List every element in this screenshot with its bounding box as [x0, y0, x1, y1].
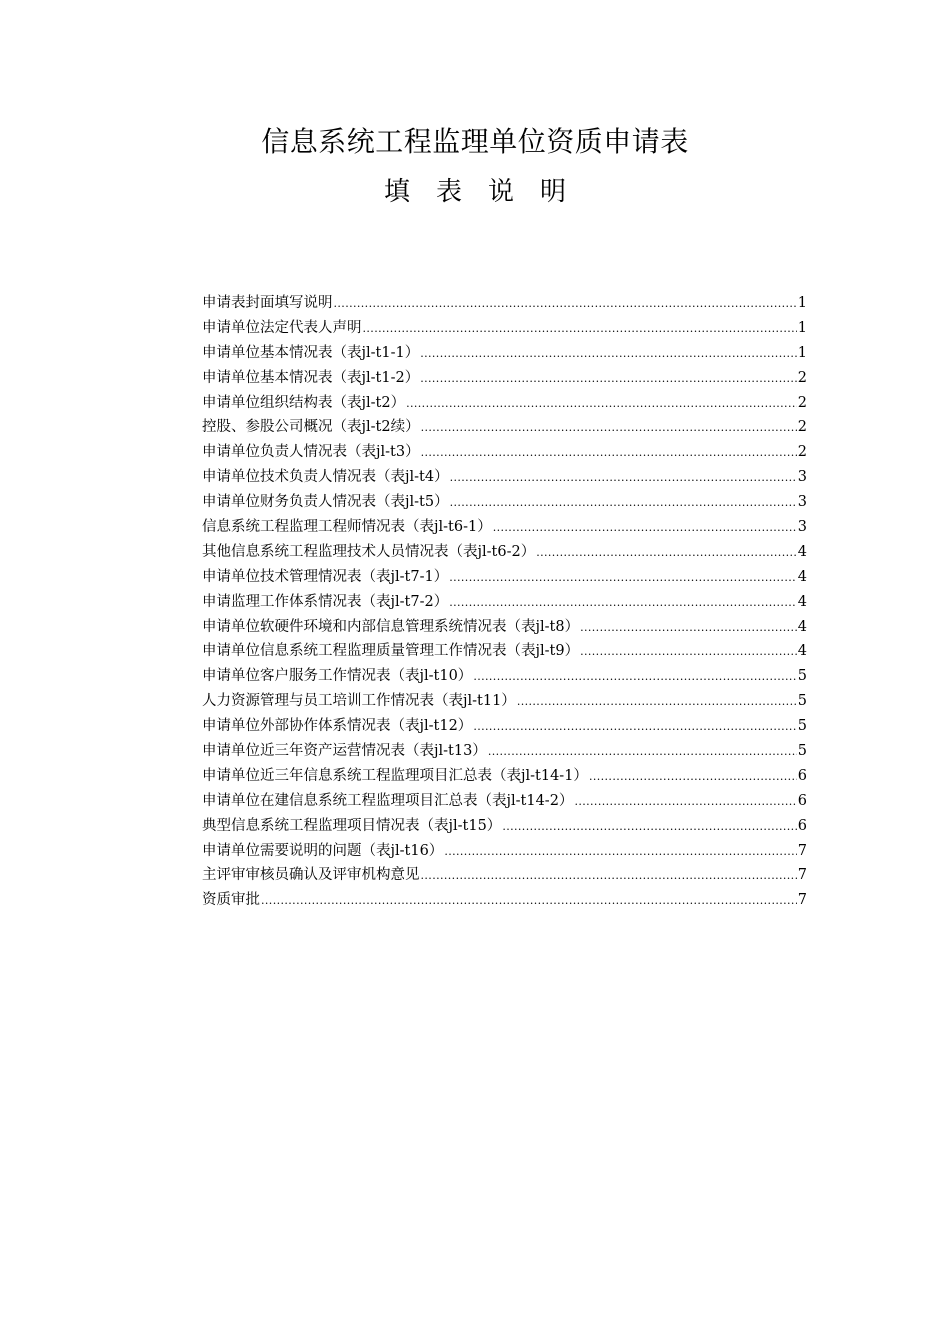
toc-entry[interactable] — [202, 764, 807, 789]
toc-entry[interactable] — [202, 739, 807, 764]
toc-entry-page-number: 2 — [797, 444, 807, 461]
toc-entry-label: 主评审审核员确认及评审机构意见 — [202, 867, 420, 884]
toc-entry-label: 典型信息系统工程监理项目情况表（表jl-t15） — [202, 817, 502, 834]
toc-entry[interactable] — [202, 789, 807, 814]
toc-dot-leader — [450, 466, 797, 491]
toc-entry[interactable] — [202, 664, 807, 689]
toc-entry-page-number: 4 — [797, 568, 807, 585]
toc-entry[interactable] — [202, 316, 807, 341]
toc-dot-leader — [449, 566, 797, 591]
toc-dot-leader — [420, 342, 797, 367]
toc-dot-leader — [473, 665, 796, 690]
toc-dot-leader — [334, 292, 797, 317]
toc-entry[interactable] — [202, 515, 807, 540]
toc-entry-page-number: 1 — [797, 319, 807, 336]
toc-entry-label: 申请单位组织结构表（表jl-t2） — [202, 394, 406, 411]
toc-entry[interactable] — [202, 440, 807, 465]
table-of-contents — [202, 291, 807, 913]
toc-dot-leader — [502, 815, 796, 840]
toc-entry-label: 申请单位近三年信息系统工程监理项目汇总表（表jl-t14-1） — [202, 767, 588, 784]
toc-entry[interactable] — [202, 415, 807, 440]
toc-entry-page-number: 1 — [797, 295, 807, 311]
toc-entry[interactable] — [202, 540, 807, 565]
toc-entry-page-number: 3 — [797, 469, 807, 486]
toc-entry-label: 申请单位负责人情况表（表jl-t3） — [202, 444, 420, 461]
document-title: 信息系统工程监理单位资质申请表 — [261, 125, 689, 158]
toc-entry-page-number: 3 — [797, 494, 807, 511]
toc-entry-page-number: 2 — [797, 369, 807, 386]
toc-entry[interactable] — [202, 391, 807, 416]
toc-entry-page-number: 7 — [797, 867, 807, 884]
toc-entry[interactable] — [202, 839, 807, 864]
toc-entry[interactable] — [202, 291, 807, 316]
toc-dot-leader — [406, 392, 797, 417]
toc-entry-page-number: 5 — [797, 668, 807, 685]
toc-dot-leader — [580, 616, 797, 641]
toc-dot-leader — [444, 840, 796, 865]
toc-entry-label: 申请单位近三年资产运营情况表（表jl-t13） — [202, 743, 487, 760]
toc-entry-label: 申请单位在建信息系统工程监理项目汇总表（表jl-t14-2） — [202, 792, 574, 809]
toc-entry-label: 申请单位技术管理情况表（表jl-t7-1） — [202, 568, 449, 585]
toc-entry-page-number: 1 — [797, 344, 807, 361]
toc-entry-page-number: 7 — [797, 842, 807, 859]
toc-entry-label: 申请表封面填写说明 — [202, 295, 333, 311]
toc-dot-leader — [363, 317, 797, 342]
toc-dot-leader — [261, 889, 797, 914]
toc-entry-page-number: 3 — [797, 519, 807, 536]
toc-entry-label: 申请监理工作体系情况表（表jl-t7-2） — [202, 593, 449, 610]
toc-entry-label: 申请单位信息系统工程监理质量管理工作情况表（表jl-t9） — [202, 643, 580, 660]
toc-entry-page-number: 4 — [797, 593, 807, 610]
toc-dot-leader — [449, 591, 797, 616]
toc-dot-leader — [589, 765, 797, 790]
toc-entry[interactable] — [202, 341, 807, 366]
toc-dot-leader — [493, 516, 797, 541]
toc-entry-label: 申请单位法定代表人声明 — [202, 319, 362, 336]
toc-entry-page-number: 5 — [797, 693, 807, 710]
toc-entry-label: 申请单位技术负责人情况表（表jl-t4） — [202, 469, 449, 486]
toc-entry-page-number: 2 — [797, 419, 807, 436]
toc-entry[interactable] — [202, 366, 807, 391]
toc-entry[interactable] — [202, 863, 807, 888]
toc-entry[interactable] — [202, 814, 807, 839]
toc-entry-label: 控股、参股公司概况（表jl-t2续） — [202, 419, 420, 436]
toc-entry-label: 申请单位客户服务工作情况表（表jl-t10） — [202, 668, 473, 685]
toc-entry[interactable] — [202, 465, 807, 490]
toc-entry-label: 资质审批 — [202, 892, 260, 909]
toc-dot-leader — [536, 541, 797, 566]
toc-entry-label: 申请单位基本情况表（表jl-t1-2） — [202, 369, 420, 386]
toc-dot-leader — [473, 715, 796, 740]
toc-entry[interactable] — [202, 615, 807, 640]
toc-dot-leader — [517, 690, 797, 715]
toc-entry[interactable] — [202, 639, 807, 664]
toc-entry-page-number: 2 — [797, 394, 807, 411]
toc-dot-leader — [421, 441, 797, 466]
toc-entry-label: 申请单位软硬件环境和内部信息管理系统情况表（表jl-t8） — [202, 618, 580, 635]
toc-entry-page-number: 4 — [797, 643, 807, 660]
document-subtitle: 填表说明 — [383, 177, 592, 207]
toc-dot-leader — [574, 790, 796, 815]
toc-entry-label: 申请单位财务负责人情况表（表jl-t5） — [202, 494, 449, 511]
toc-entry[interactable] — [202, 565, 807, 590]
toc-dot-leader — [420, 367, 797, 392]
toc-dot-leader — [450, 491, 797, 516]
toc-dot-leader — [580, 640, 797, 665]
toc-entry-page-number: 6 — [797, 792, 807, 809]
toc-entry-label: 申请单位基本情况表（表jl-t1-1） — [202, 344, 420, 361]
toc-entry-label: 人力资源管理与员工培训工作情况表（表jl-t11） — [202, 693, 516, 710]
toc-entry-page-number: 7 — [797, 892, 807, 909]
toc-entry-label: 申请单位外部协作体系情况表（表jl-t12） — [202, 718, 473, 735]
toc-entry[interactable] — [202, 590, 807, 615]
toc-entry-label: 其他信息系统工程监理技术人员情况表（表jl-t6-2） — [202, 543, 536, 560]
toc-entry-label: 信息系统工程监理工程师情况表（表jl-t6-1） — [202, 519, 492, 536]
toc-entry-page-number: 5 — [797, 743, 807, 760]
toc-dot-leader — [488, 740, 797, 765]
toc-entry[interactable] — [202, 689, 807, 714]
toc-dot-leader — [421, 864, 797, 889]
toc-entry-page-number: 4 — [797, 543, 807, 560]
toc-entry[interactable] — [202, 490, 807, 515]
toc-entry[interactable] — [202, 888, 807, 913]
toc-entry-label: 申请单位需要说明的问题（表jl-t16） — [202, 842, 444, 859]
toc-entry[interactable] — [202, 714, 807, 739]
toc-entry-page-number: 4 — [797, 618, 807, 635]
toc-entry-page-number: 6 — [797, 817, 807, 834]
toc-dot-leader — [421, 416, 797, 441]
toc-entry-page-number: 6 — [797, 767, 807, 784]
toc-entry-page-number: 5 — [797, 718, 807, 735]
